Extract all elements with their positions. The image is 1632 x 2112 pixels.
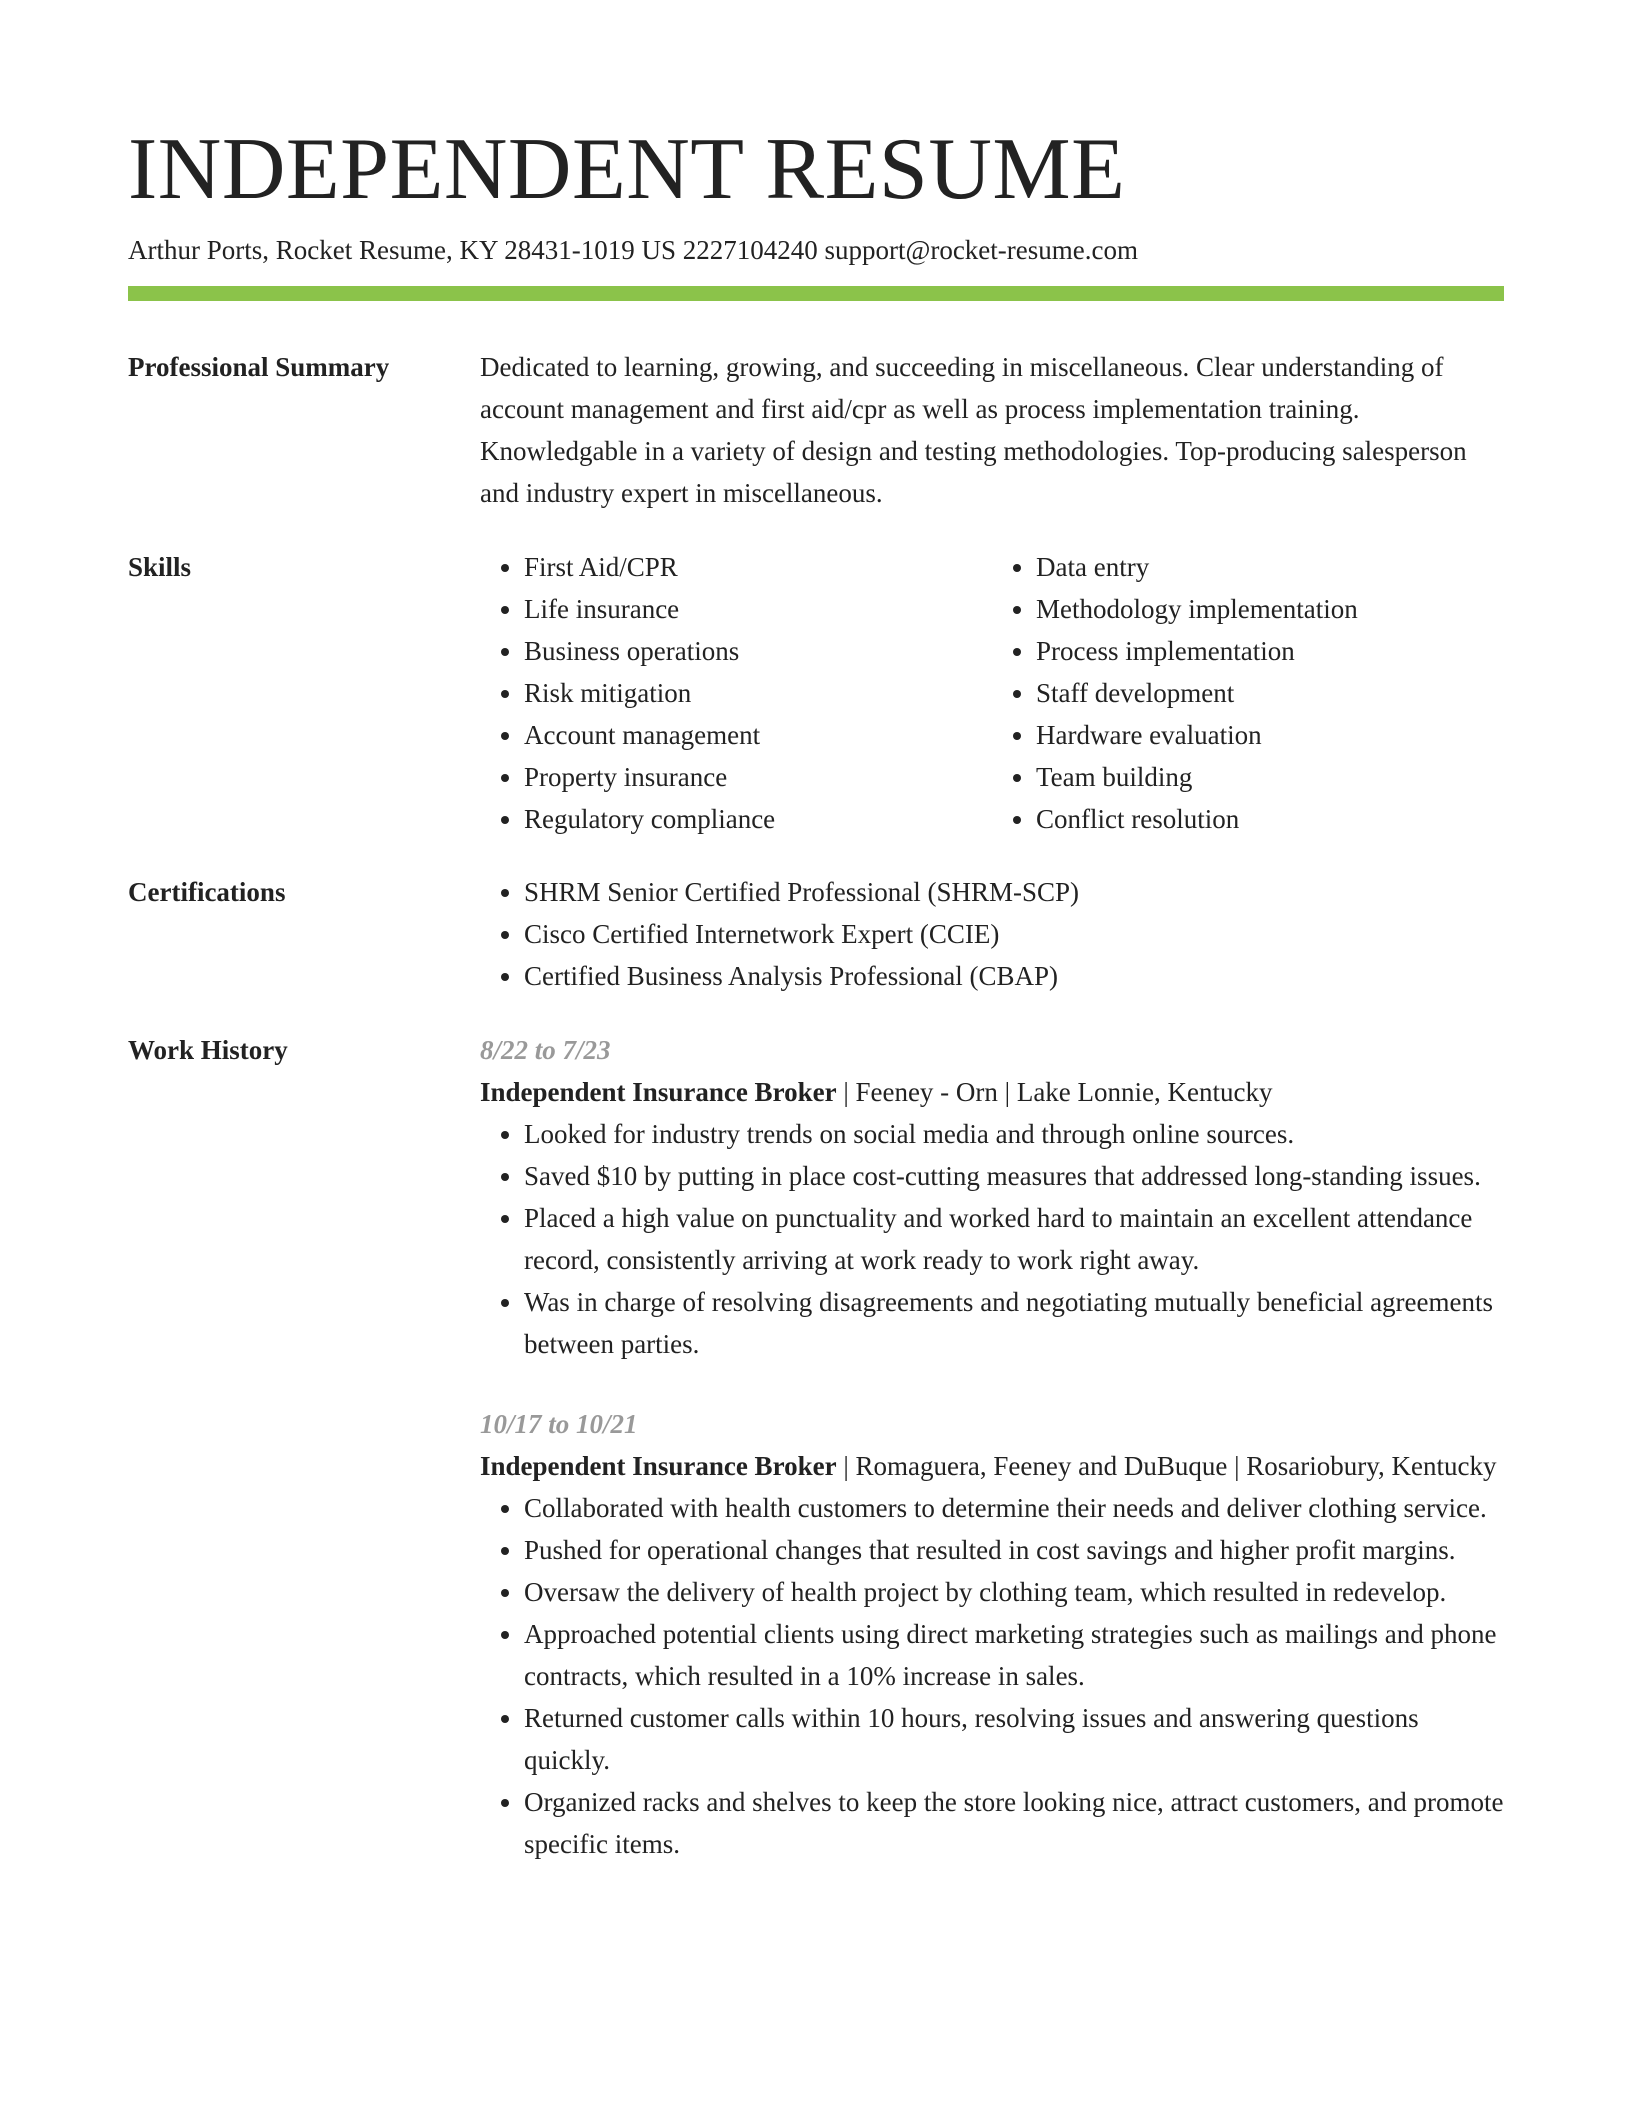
certification-item: • Cisco Certified Internetwork Expert (CCIE)	[524, 913, 1504, 955]
job-entry	[480, 1403, 1504, 1865]
header-divider	[128, 286, 1504, 301]
skill-item: • Team building	[1036, 756, 1504, 798]
skill-item: • Methodology implementation	[1036, 588, 1504, 630]
job-title-line	[480, 1445, 1504, 1487]
certification-item: • Certified Business Analysis Professional (CBAP)	[524, 955, 1504, 997]
contact-address: Rocket Resume, KY 28431-1019 US	[275, 235, 676, 265]
skills-column-1	[480, 546, 992, 840]
job-details: | Romaguera, Feeney and DuBuque | Rosariobury, Kentucky	[836, 1451, 1497, 1481]
job-dates: 10/17 to 10/21	[480, 1409, 638, 1439]
skill-item: • Risk mitigation	[524, 672, 992, 714]
contact-line	[128, 230, 1138, 270]
job-title-line	[480, 1071, 1504, 1113]
skills-heading: Skills	[128, 552, 192, 582]
certifications-heading: Certifications	[128, 877, 286, 907]
skill-item: • Data entry	[1036, 546, 1504, 588]
skill-item: • Business operations	[524, 630, 992, 672]
job-dates: 8/22 to 7/23	[480, 1035, 611, 1065]
skill-item: • Property insurance	[524, 756, 992, 798]
job-bullets	[480, 1487, 1504, 1865]
job-entry	[480, 1029, 1504, 1365]
job-bullets	[480, 1113, 1504, 1365]
contact-phone: 2227104240	[682, 235, 818, 265]
job-bullet: • Placed a high value on punctuality and worked hard to maintain an excellent attendance record, consistently arriving at work ready to work right away.	[524, 1197, 1504, 1281]
skill-item: • Account management	[524, 714, 992, 756]
job-bullet: • Collaborated with health customers to determine their needs and deliver clothing service.	[524, 1487, 1504, 1529]
skill-item: • Life insurance	[524, 588, 992, 630]
contact-name: Arthur Ports,	[128, 235, 269, 265]
job-bullet: • Oversaw the delivery of health project by clothing team, which resulted in redevelop.	[524, 1571, 1504, 1613]
work-history-heading: Work History	[128, 1035, 288, 1065]
skill-item: • Process implementation	[1036, 630, 1504, 672]
job-bullet: • Saved $10 by putting in place cost-cutting measures that addressed long-standing issues.	[524, 1155, 1504, 1197]
resume-title: INDEPENDENT RESUME	[128, 121, 1126, 218]
job-bullet: • Approached potential clients using direct marketing strategies such as mailings and phone contracts, which resulted in a 10% increase in sales.	[524, 1613, 1504, 1697]
skill-item: • Staff development	[1036, 672, 1504, 714]
contact-email: support@rocket-resume.com	[824, 235, 1138, 265]
job-bullet: • Was in charge of resolving disagreements and negotiating mutually beneficial agreements between parties.	[524, 1281, 1504, 1365]
job-title: Independent Insurance Broker	[480, 1077, 837, 1107]
certifications-list	[480, 871, 1504, 997]
skills-column-2	[992, 546, 1504, 840]
summary-text: Dedicated to learning, growing, and succeeding in miscellaneous. Clear understanding of account management and first aid/cpr as well as process implementation training. Knowledgable in a variety of design and testing methodologies. Top-producing salesperson and industry expert in miscellaneous.	[480, 352, 1467, 508]
job-details: | Feeney - Orn | Lake Lonnie, Kentucky	[836, 1077, 1273, 1107]
skill-item: • Regulatory compliance	[524, 798, 992, 840]
certification-item: • SHRM Senior Certified Professional (SHRM-SCP)	[524, 871, 1504, 913]
job-bullet: • Pushed for operational changes that resulted in cost savings and higher profit margins.	[524, 1529, 1504, 1571]
job-bullet: • Returned customer calls within 10 hours, resolving issues and answering questions quickly.	[524, 1697, 1504, 1781]
job-bullet: • Organized racks and shelves to keep the store looking nice, attract customers, and promote specific items.	[524, 1781, 1504, 1865]
job-bullet: • Looked for industry trends on social media and through online sources.	[524, 1113, 1504, 1155]
summary-heading: Professional Summary	[128, 352, 390, 382]
skill-item: • First Aid/CPR	[524, 546, 992, 588]
job-title: Independent Insurance Broker	[480, 1451, 837, 1481]
skill-item: • Conflict resolution	[1036, 798, 1504, 840]
skill-item: • Hardware evaluation	[1036, 714, 1504, 756]
